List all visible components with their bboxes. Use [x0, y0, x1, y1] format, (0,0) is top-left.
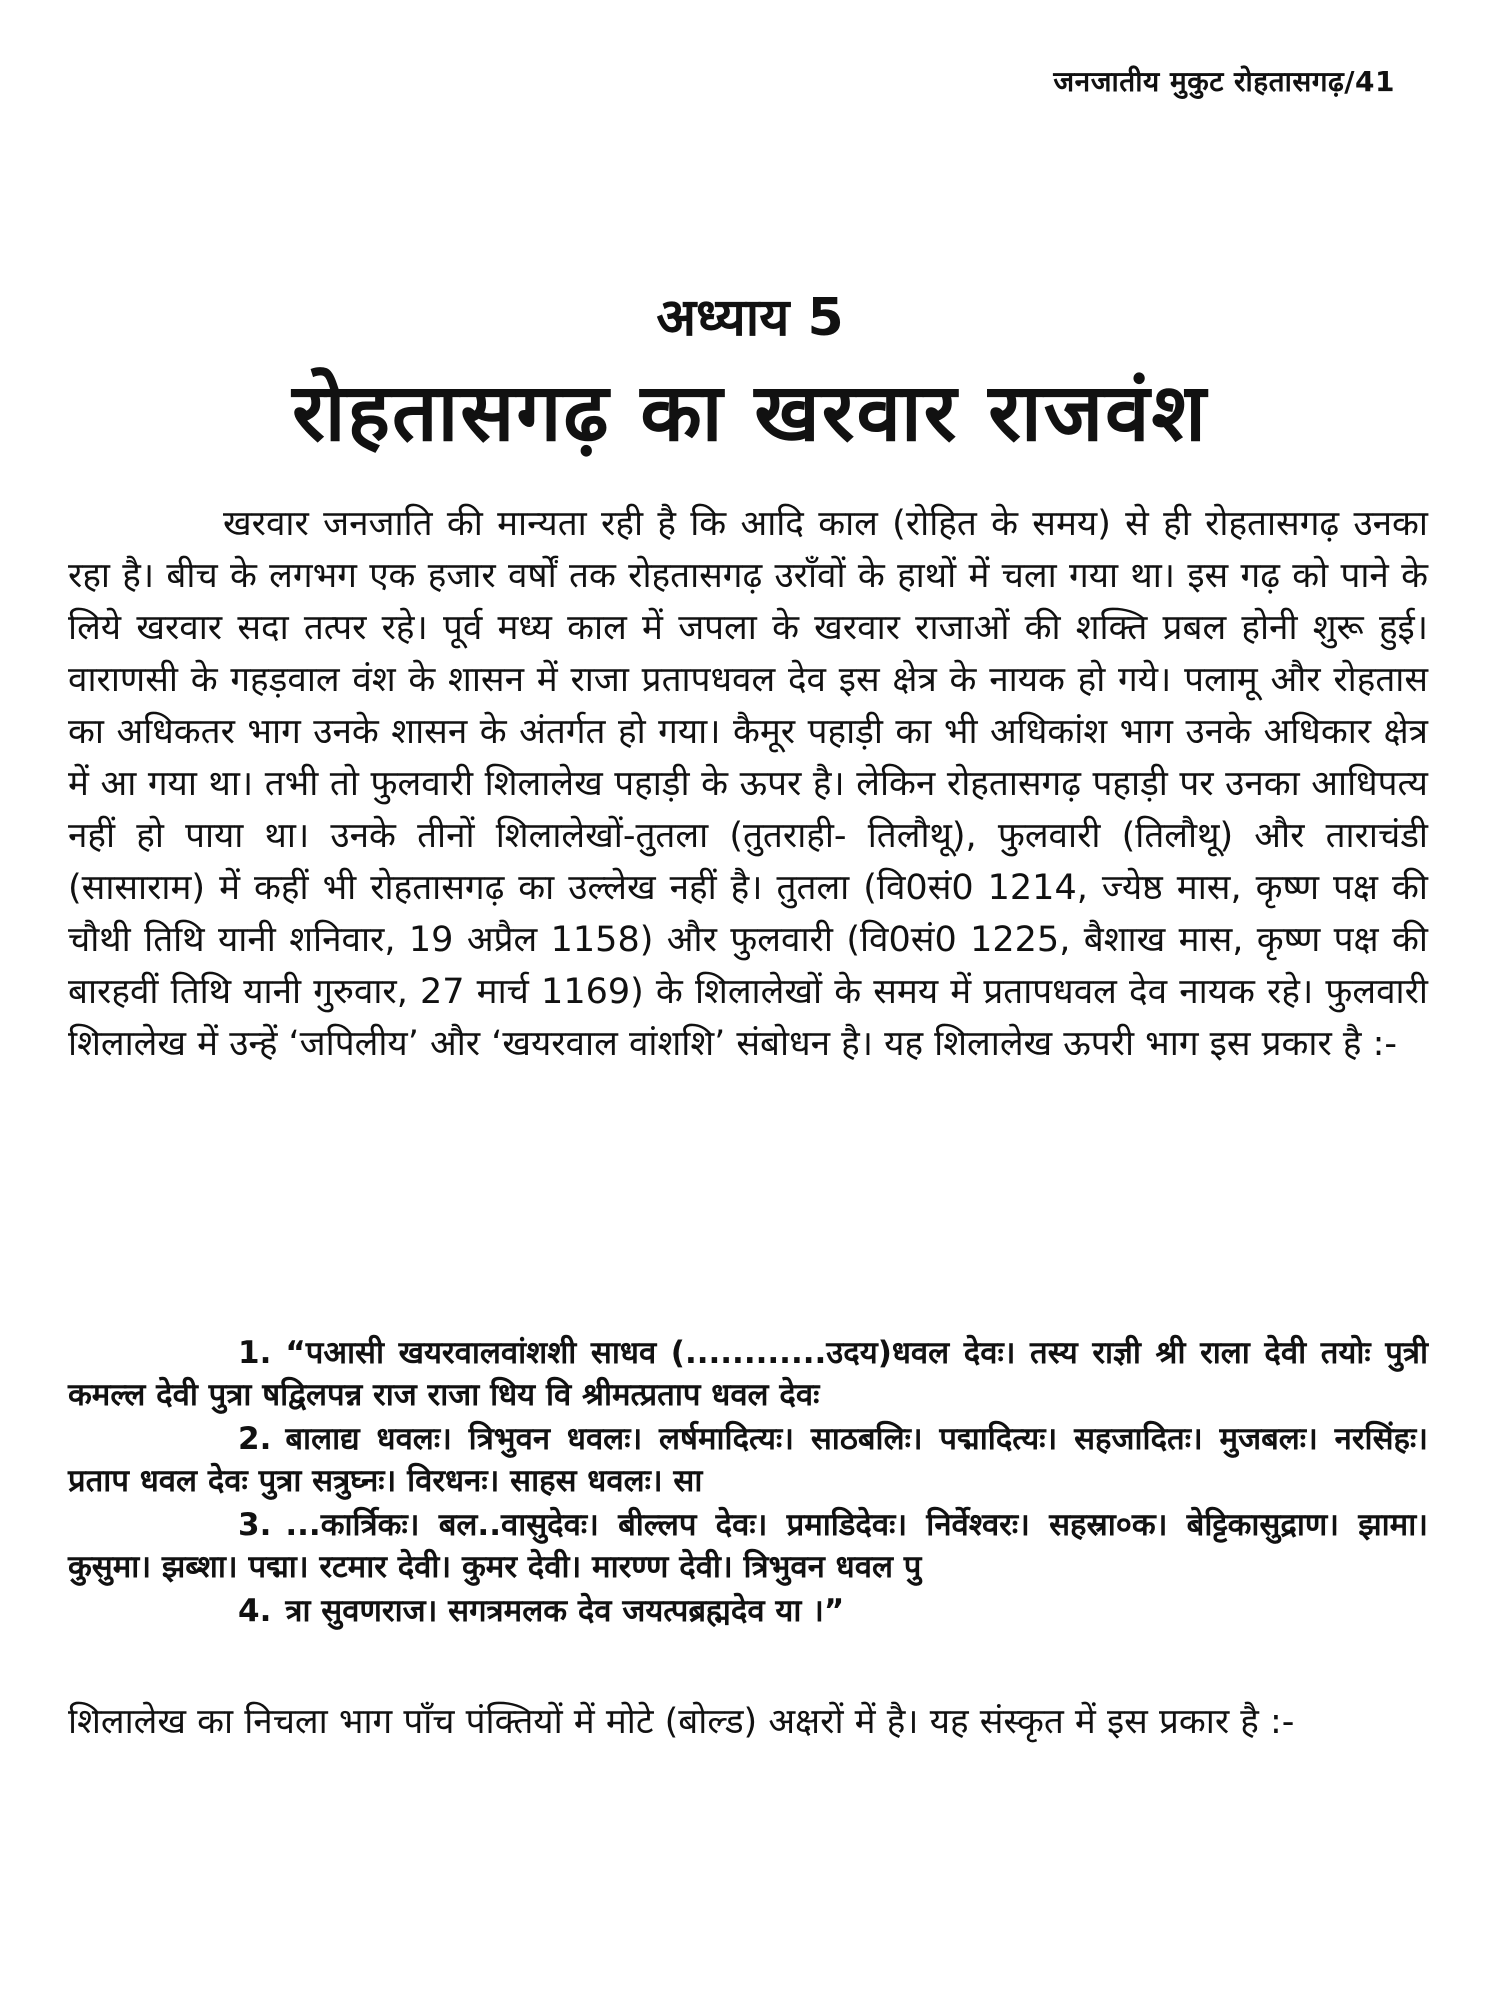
- chapter-title: रोहतासगढ़ का खरवार राजवंश: [292, 366, 1208, 459]
- body-paragraph: खरवार जनजाति की मान्यता रही है कि आदि काल (रोहित के समय) से ही रोहतासगढ़ उनका रहा है। बीच के लगभग एक हजार वर्षों तक रोहतासगढ़ उराँवों के हाथों में चला गया था। इस गढ़ को पाने के लिये खरवार सदा तत्पर रहे। पूर्व मध्य काल में जपला के खरवार राजाओं की शक्ति प्रबल होनी शुरू हुई। वाराणसी के गहड़वाल वंश के शासन में राजा प्रतापधवल देव इस क्षेत्र के नायक हो गये। पलामू और रोहतास का अधिकतर भाग उनके शासन के अंतर्गत हो गया। कैमूर पहाड़ी का भी अधिकांश भाग उनके अधिकार क्षेत्र में आ गया था। तभी तो फुलवारी शिलालेख पहाड़ी के ऊपर है। लेकिन रोहतासगढ़ पहाड़ी पर उनका आधिपत्य नहीं हो पाया था। उनके तीनों शिलालेखों-तुतला (तुतराही- तिलौथू), फुलवारी (तिलौथू) और ताराचंडी (सासाराम) में कहीं भी रोहतासगढ़ का उल्लेख नहीं है। तुतला (वि0सं0 1214, ज्येष्ठ मास, कृष्ण पक्ष की चौथी तिथि यानी शनिवार, 19 अप्रैल 1158) और फुलवारी (वि0सं0 1225, बैशाख मास, कृष्ण पक्ष की बारहवीं तिथि यानी गुरुवार, 27 मार्च 1169) के शिलालेखों के समय में प्रतापधवल देव नायक रहे। फुलवारी शिलालेख में उन्हें ‘जपिलीय’ और ‘खयरवाल वांशशि’ संबोधन है। यह शिलालेख ऊपरी भाग इस प्रकार है :-: [68, 504, 1428, 1064]
- inscription-verse-2: [68, 1418, 1428, 1502]
- running-head: जनजातीय मुकुट रोहतासगढ़/41: [1053, 65, 1395, 98]
- verse-number: 1.: [238, 1335, 272, 1371]
- inscription-verse-3: [68, 1504, 1428, 1588]
- verse-text: ...कार्त्रिकः। बल..वासुदेवः। बील्लप देवः। प्रमाडिदेवः। निर्वेश्वरः। सहस्रा०क। बेट्टिकासुद्राण। झामा। कुसुमा। झब्शा। पद्मा। रटमार देवी। कुमर देवी। मारण्ण देवी। त्रिभुवन धवल पु: [68, 1507, 1428, 1585]
- inscription-quote: [68, 1332, 1428, 1634]
- chapter-number: अध्याय 5: [656, 288, 844, 348]
- verse-number: 4.: [238, 1593, 272, 1629]
- verse-text: त्रा सुवणराज। सगत्रमलक देव जयत्पब्रह्मदेव या ।”: [285, 1593, 845, 1629]
- inscription-verse-4: [68, 1590, 1428, 1632]
- verse-number: 2.: [238, 1421, 272, 1457]
- verse-text: बालाद्य धवलः। त्रिभुवन धवलः। लर्षमादित्यः। साठबलिः। पद्मादित्यः। सहजादितः। मुजबलः। नरसिंहः। प्रताप धवल देवः पुत्रा सत्रुघ्नः। विरधनः। साहस धवलः। सा: [68, 1421, 1428, 1499]
- closing-paragraph: शिलालेख का निचला भाग पाँच पंक्तियों में मोटे (बोल्ड) अक्षरों में है। यह संस्कृत में इस प्रकार है :-: [68, 1702, 1295, 1742]
- inscription-verse-1: [68, 1332, 1428, 1416]
- verse-number: 3.: [238, 1507, 272, 1543]
- verse-text: “पआसी खयरवालवांशशी साधव (............उदय)धवल देवः। तस्य राज्ञी श्री राला देवी तयोः पुत्री कमल्ल देवी पुत्रा षद्विलपन्न राज राजा धिय वि श्रीमत्प्रताप धवल देवः: [68, 1335, 1428, 1413]
